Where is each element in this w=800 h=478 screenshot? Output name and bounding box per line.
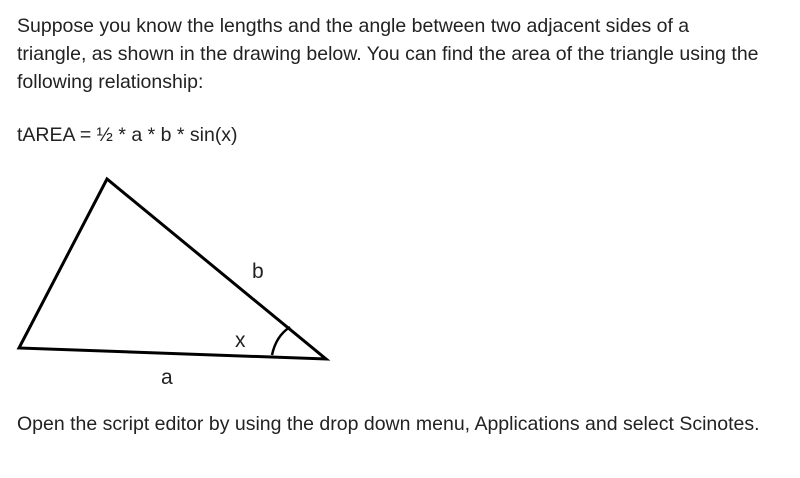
label-angle-x: x (235, 329, 246, 352)
triangle-outline (19, 179, 326, 359)
triangle-diagram (0, 160, 360, 400)
document-body (17, 12, 777, 96)
intro-paragraph: Suppose you know the lengths and the angle between two adjacent sides of a triangle, as shown in the drawing below. You can find the area of the triangle using the following relationship: (17, 15, 759, 93)
area-formula: tAREA = ½ * a * b * sin(x) (17, 124, 238, 146)
label-side-a: a (161, 366, 173, 389)
angle-arc (272, 327, 290, 355)
label-side-b: b (252, 260, 264, 283)
outro-paragraph: Open the script editor by using the drop down menu, Applications and select Scinotes. (17, 413, 760, 435)
